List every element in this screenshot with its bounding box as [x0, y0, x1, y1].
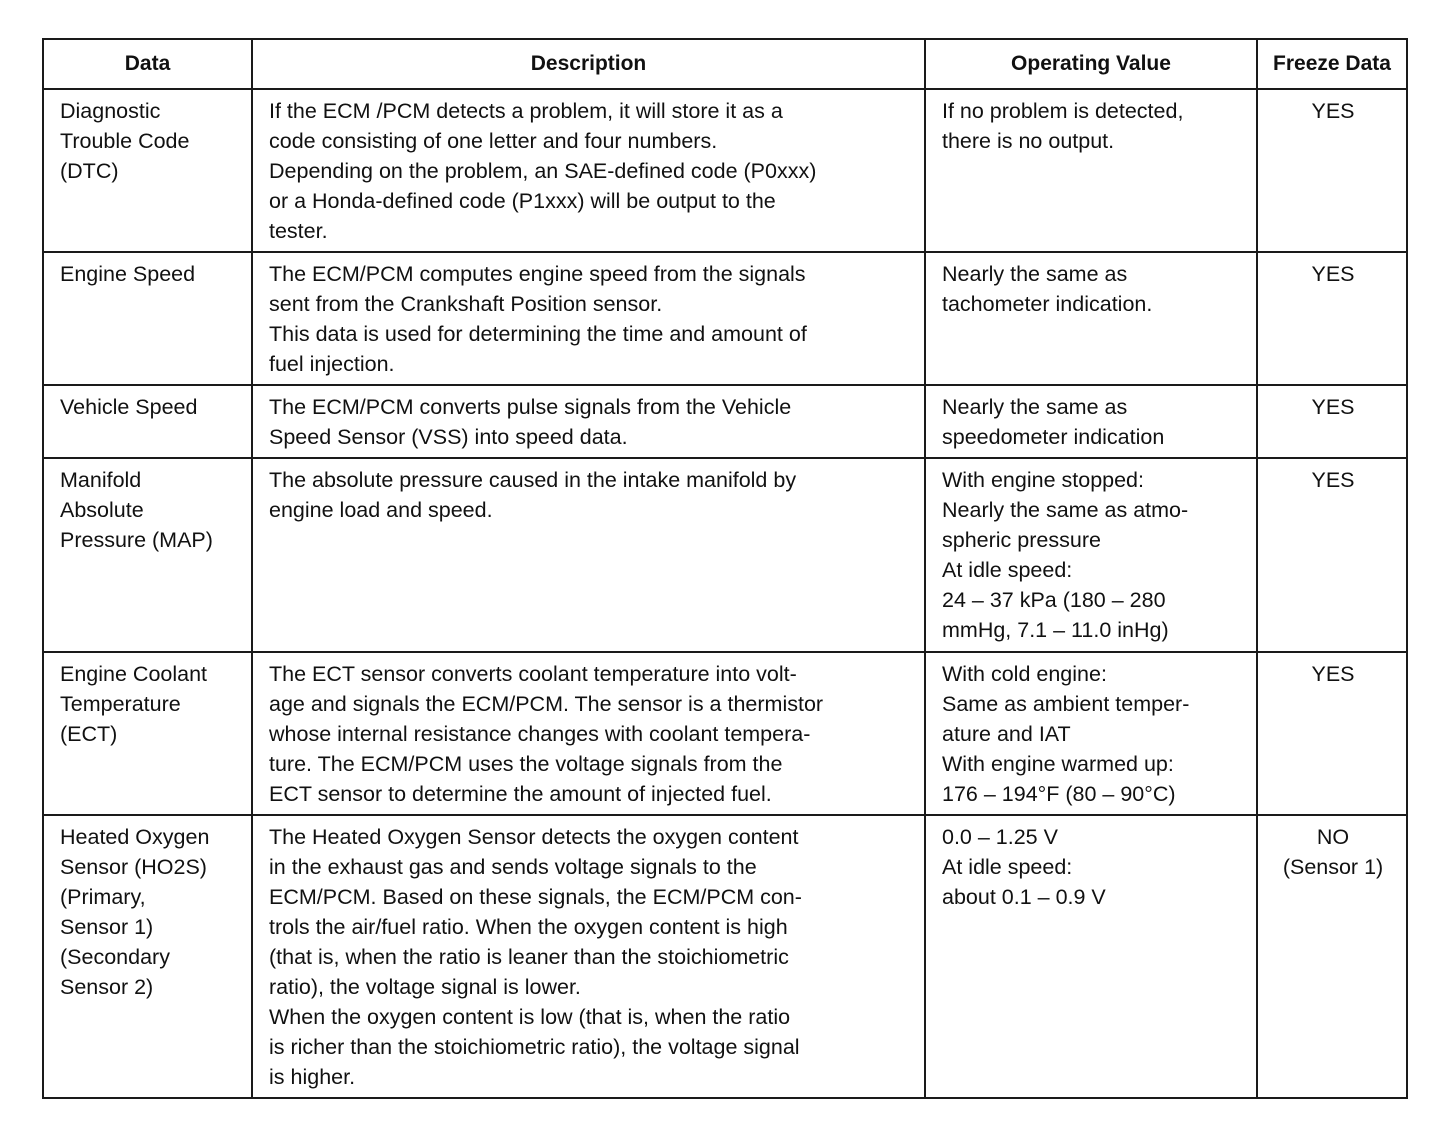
cell-line: When the oxygen content is low (that is, when the ratio — [269, 1005, 791, 1029]
cell-line: 0.0 – 1.25 V — [942, 825, 1058, 849]
freeze-data-cell — [1257, 458, 1407, 652]
cell-line: Manifold — [60, 468, 142, 492]
data-cell — [43, 252, 252, 385]
cell-line: Engine Coolant — [60, 662, 208, 686]
freeze-data-cell — [1257, 252, 1407, 385]
operating-value-cell — [925, 652, 1257, 815]
cell-line: With engine stopped: — [942, 468, 1144, 492]
description-cell — [252, 652, 925, 815]
table-row — [43, 652, 1407, 815]
cell-line: Vehicle Speed — [60, 395, 198, 419]
cell-line: Nearly the same as atmo- — [942, 498, 1189, 522]
cell-line: Diagnostic — [60, 99, 161, 123]
cell-line: spheric pressure — [942, 528, 1101, 552]
data-cell — [43, 815, 252, 1098]
cell-line: tachometer indication. — [942, 292, 1153, 316]
cell-line: With cold engine: — [942, 662, 1107, 686]
cell-line: is richer than the stoichiometric ratio), the voltage signal — [269, 1035, 800, 1059]
freeze-data-cell — [1257, 815, 1407, 1098]
cell-line: YES — [1311, 395, 1355, 419]
description-cell — [252, 252, 925, 385]
operating-value-cell — [925, 252, 1257, 385]
cell-line: At idle speed: — [942, 558, 1073, 582]
table-row — [43, 385, 1407, 458]
cell-line: At idle speed: — [942, 855, 1073, 879]
cell-line: YES — [1311, 468, 1355, 492]
operating-value-cell — [925, 385, 1257, 458]
cell-line: If no problem is detected, — [942, 99, 1184, 123]
freeze-data-cell — [1257, 652, 1407, 815]
cell-line: Engine Speed — [60, 262, 196, 286]
cell-line: Heated Oxygen — [60, 825, 210, 849]
operating-value-cell — [925, 458, 1257, 652]
cell-line: Temperature — [60, 692, 181, 716]
cell-line: Sensor 1) — [60, 915, 154, 939]
cell-line: is higher. — [269, 1065, 356, 1089]
freeze-data-cell — [1257, 89, 1407, 252]
header-data: Data — [43, 39, 252, 89]
data-table — [42, 38, 1408, 1099]
description-cell — [252, 89, 925, 252]
cell-line: YES — [1311, 99, 1355, 123]
cell-line: Trouble Code — [60, 129, 190, 153]
cell-line: 176 – 194°F (80 – 90°C) — [942, 782, 1176, 806]
cell-line: YES — [1311, 662, 1355, 686]
cell-line: (ECT) — [60, 722, 118, 746]
cell-line: The absolute pressure caused in the intake manifold by — [269, 468, 797, 492]
cell-line: speedometer indication — [942, 425, 1165, 449]
header-freeze-data: Freeze Data — [1257, 39, 1407, 89]
cell-line: engine load and speed. — [269, 498, 493, 522]
cell-line: age and signals the ECM/PCM. The sensor is a thermistor — [269, 692, 824, 716]
cell-line: about 0.1 – 0.9 V — [942, 885, 1106, 909]
header-row — [43, 39, 1407, 89]
cell-line: ECM/PCM. Based on these signals, the ECM/PCM con- — [269, 885, 802, 909]
cell-line: The ECM/PCM computes engine speed from the signals — [269, 262, 806, 286]
cell-line: Nearly the same as — [942, 395, 1128, 419]
cell-line: in the exhaust gas and sends voltage signals to the — [269, 855, 757, 879]
table-row — [43, 89, 1407, 252]
cell-line: NO — [1316, 825, 1350, 849]
table-row — [43, 458, 1407, 652]
cell-line: mmHg, 7.1 – 11.0 inHg) — [942, 618, 1169, 642]
cell-line: Speed Sensor (VSS) into speed data. — [269, 425, 628, 449]
cell-line: The Heated Oxygen Sensor detects the oxygen content — [269, 825, 799, 849]
freeze-data-cell — [1257, 385, 1407, 458]
description-cell — [252, 385, 925, 458]
cell-line: The ECT sensor converts coolant temperature into volt- — [269, 662, 797, 686]
cell-line: there is no output. — [942, 129, 1115, 153]
cell-line: With engine warmed up: — [942, 752, 1174, 776]
cell-line: Nearly the same as — [942, 262, 1128, 286]
cell-line: whose internal resistance changes with coolant tempera- — [269, 722, 811, 746]
cell-line: Sensor (HO2S) — [60, 855, 207, 879]
data-cell — [43, 652, 252, 815]
data-cell — [43, 458, 252, 652]
cell-line: Sensor 2) — [60, 975, 154, 999]
cell-line: trols the air/fuel ratio. When the oxygen content is high — [269, 915, 788, 939]
cell-line: This data is used for determining the time and amount of — [269, 322, 807, 346]
cell-line: YES — [1311, 262, 1355, 286]
cell-line: (Primary, — [60, 885, 146, 909]
cell-line: If the ECM /PCM detects a problem, it will store it as a — [269, 99, 783, 123]
cell-line: (Secondary — [60, 945, 170, 969]
cell-line: The ECM/PCM converts pulse signals from the Vehicle — [269, 395, 792, 419]
cell-line: ture. The ECM/PCM uses the voltage signals from the — [269, 752, 783, 776]
cell-line: ECT sensor to determine the amount of injected fuel. — [269, 782, 772, 806]
cell-line: (DTC) — [60, 159, 119, 183]
cell-line: fuel injection. — [269, 352, 395, 376]
cell-line: ature and IAT — [942, 722, 1071, 746]
cell-line: tester. — [269, 219, 328, 243]
operating-value-cell — [925, 815, 1257, 1098]
cell-line: 24 – 37 kPa (180 – 280 — [942, 588, 1166, 612]
cell-line: ratio), the voltage signal is lower. — [269, 975, 581, 999]
table-row — [43, 815, 1407, 1098]
cell-line: sent from the Crankshaft Position sensor. — [269, 292, 663, 316]
cell-line: (Sensor 1) — [1282, 855, 1384, 879]
cell-line: code consisting of one letter and four numbers. — [269, 129, 718, 153]
cell-line: Same as ambient temper- — [942, 692, 1190, 716]
table-row — [43, 252, 1407, 385]
description-cell — [252, 815, 925, 1098]
cell-line: Absolute — [60, 498, 144, 522]
description-cell — [252, 458, 925, 652]
data-cell — [43, 89, 252, 252]
cell-line: (that is, when the ratio is leaner than the stoichiometric — [269, 945, 789, 969]
cell-line: or a Honda-defined code (P1xxx) will be output to the — [269, 189, 776, 213]
operating-value-cell — [925, 89, 1257, 252]
header-operating-value: Operating Value — [925, 39, 1257, 89]
cell-line: Pressure (MAP) — [60, 528, 213, 552]
header-description: Description — [252, 39, 925, 89]
cell-line: Depending on the problem, an SAE-defined code (P0xxx) — [269, 159, 817, 183]
data-cell — [43, 385, 252, 458]
